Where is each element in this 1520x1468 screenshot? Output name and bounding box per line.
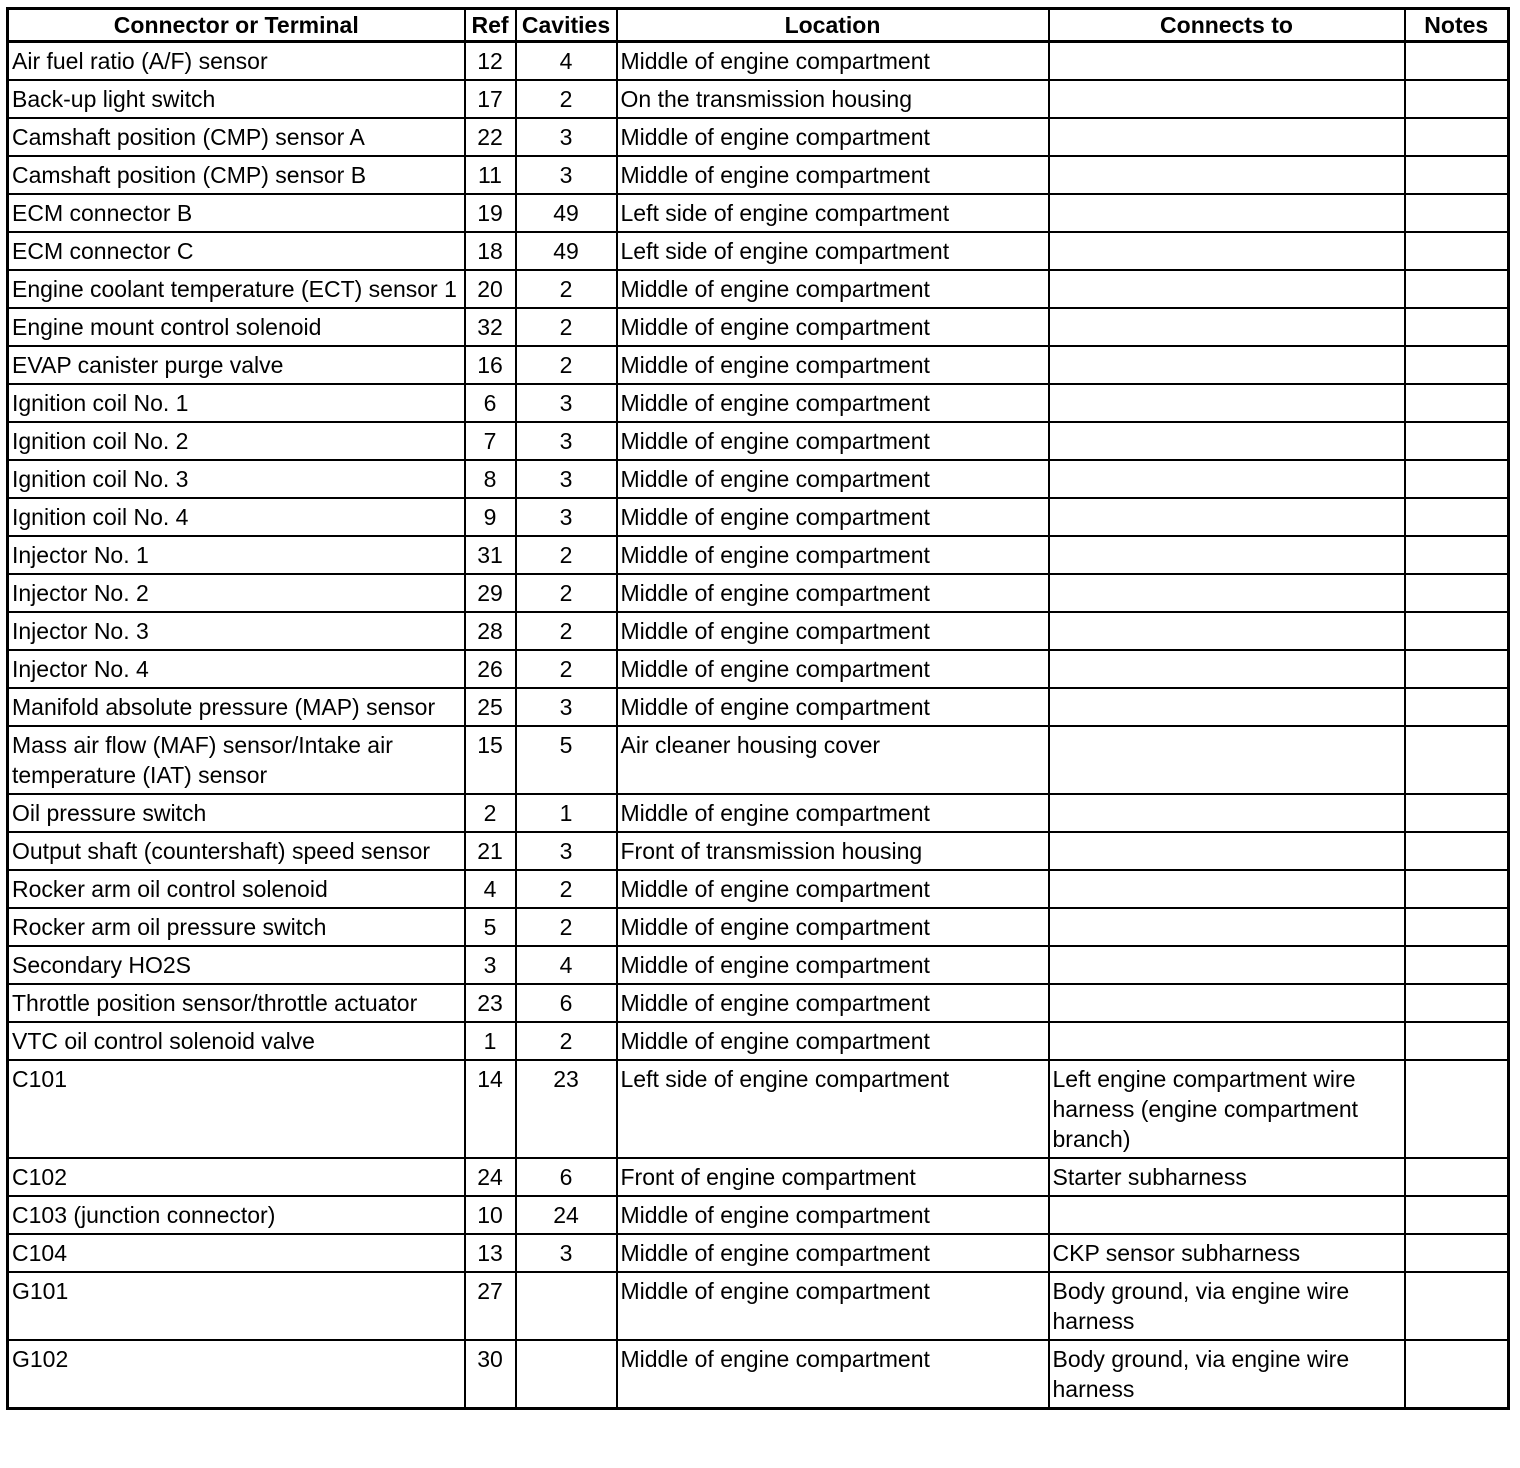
cell-cavities: 2 <box>516 574 617 612</box>
cell-notes <box>1405 1060 1509 1158</box>
cell-location: Middle of engine compartment <box>617 156 1049 194</box>
cell-connector-or-terminal: Secondary HO2S <box>8 946 465 984</box>
cell-ref: 19 <box>465 194 516 232</box>
table-row <box>8 536 1509 574</box>
cell-notes <box>1405 422 1509 460</box>
cell-ref: 23 <box>465 984 516 1022</box>
cell-connector-or-terminal: C102 <box>8 1158 465 1196</box>
cell-notes <box>1405 1234 1509 1272</box>
cell-location: Middle of engine compartment <box>617 422 1049 460</box>
table-row <box>8 232 1509 270</box>
cell-connector-or-terminal: Ignition coil No. 2 <box>8 422 465 460</box>
cell-location: Middle of engine compartment <box>617 346 1049 384</box>
cell-ref: 16 <box>465 346 516 384</box>
connector-table <box>6 7 1510 1410</box>
cell-notes <box>1405 612 1509 650</box>
cell-connects-to <box>1049 308 1405 346</box>
cell-connects-to <box>1049 946 1405 984</box>
cell-connector-or-terminal: Output shaft (countershaft) speed sensor <box>8 832 465 870</box>
cell-cavities: 3 <box>516 156 617 194</box>
header-connector-or-terminal: Connector or Terminal <box>8 9 465 42</box>
cell-connector-or-terminal: C104 <box>8 1234 465 1272</box>
cell-location: Left side of engine compartment <box>617 232 1049 270</box>
cell-ref: 13 <box>465 1234 516 1272</box>
cell-cavities: 5 <box>516 726 617 794</box>
cell-ref: 7 <box>465 422 516 460</box>
table-row <box>8 794 1509 832</box>
cell-location: Middle of engine compartment <box>617 1196 1049 1234</box>
cell-connector-or-terminal: Rocker arm oil pressure switch <box>8 908 465 946</box>
table-row <box>8 574 1509 612</box>
cell-location: Middle of engine compartment <box>617 536 1049 574</box>
cell-connects-to <box>1049 794 1405 832</box>
cell-cavities: 2 <box>516 1022 617 1060</box>
cell-location: Middle of engine compartment <box>617 574 1049 612</box>
cell-location: Middle of engine compartment <box>617 688 1049 726</box>
cell-cavities: 6 <box>516 1158 617 1196</box>
header-cavities: Cavities <box>516 9 617 42</box>
cell-ref: 3 <box>465 946 516 984</box>
cell-connects-to <box>1049 908 1405 946</box>
cell-ref: 29 <box>465 574 516 612</box>
cell-connector-or-terminal: Oil pressure switch <box>8 794 465 832</box>
table-row <box>8 1196 1509 1234</box>
cell-connector-or-terminal: Air fuel ratio (A/F) sensor <box>8 42 465 81</box>
cell-ref: 15 <box>465 726 516 794</box>
cell-location: Middle of engine compartment <box>617 118 1049 156</box>
cell-notes <box>1405 1158 1509 1196</box>
cell-connector-or-terminal: ECM connector C <box>8 232 465 270</box>
cell-notes <box>1405 498 1509 536</box>
cell-location: Middle of engine compartment <box>617 270 1049 308</box>
cell-notes <box>1405 232 1509 270</box>
cell-location: Middle of engine compartment <box>617 42 1049 81</box>
cell-connector-or-terminal: ECM connector B <box>8 194 465 232</box>
cell-notes <box>1405 536 1509 574</box>
cell-notes <box>1405 832 1509 870</box>
cell-notes <box>1405 1022 1509 1060</box>
cell-notes <box>1405 1272 1509 1340</box>
cell-cavities: 4 <box>516 42 617 81</box>
cell-connector-or-terminal: G102 <box>8 1340 465 1409</box>
cell-cavities: 49 <box>516 232 617 270</box>
table-row <box>8 1272 1509 1340</box>
cell-notes <box>1405 384 1509 422</box>
cell-cavities: 3 <box>516 498 617 536</box>
cell-connector-or-terminal: Camshaft position (CMP) sensor A <box>8 118 465 156</box>
table-row <box>8 156 1509 194</box>
cell-connects-to <box>1049 688 1405 726</box>
cell-ref: 17 <box>465 80 516 118</box>
cell-location: Middle of engine compartment <box>617 384 1049 422</box>
table-row <box>8 80 1509 118</box>
cell-ref: 5 <box>465 908 516 946</box>
table-row <box>8 984 1509 1022</box>
cell-ref: 25 <box>465 688 516 726</box>
cell-connector-or-terminal: C103 (junction connector) <box>8 1196 465 1234</box>
cell-connects-to <box>1049 384 1405 422</box>
table-row <box>8 1060 1509 1158</box>
cell-notes <box>1405 270 1509 308</box>
cell-connects-to: Left engine compartment wire harness (engine compartment branch) <box>1049 1060 1405 1158</box>
cell-cavities: 6 <box>516 984 617 1022</box>
cell-notes <box>1405 156 1509 194</box>
cell-ref: 9 <box>465 498 516 536</box>
cell-ref: 20 <box>465 270 516 308</box>
cell-location: Air cleaner housing cover <box>617 726 1049 794</box>
cell-cavities: 3 <box>516 384 617 422</box>
table-row <box>8 908 1509 946</box>
cell-connects-to <box>1049 574 1405 612</box>
cell-connects-to: Body ground, via engine wire harness <box>1049 1272 1405 1340</box>
cell-notes <box>1405 194 1509 232</box>
header-ref: Ref <box>465 9 516 42</box>
cell-cavities: 2 <box>516 612 617 650</box>
cell-connects-to <box>1049 346 1405 384</box>
cell-notes <box>1405 308 1509 346</box>
cell-notes <box>1405 346 1509 384</box>
cell-notes <box>1405 984 1509 1022</box>
cell-ref: 11 <box>465 156 516 194</box>
cell-cavities: 2 <box>516 80 617 118</box>
cell-connector-or-terminal: Injector No. 4 <box>8 650 465 688</box>
cell-ref: 18 <box>465 232 516 270</box>
cell-cavities: 3 <box>516 1234 617 1272</box>
cell-connector-or-terminal: Throttle position sensor/throttle actuator <box>8 984 465 1022</box>
cell-notes <box>1405 118 1509 156</box>
cell-ref: 32 <box>465 308 516 346</box>
cell-location: Left side of engine compartment <box>617 1060 1049 1158</box>
cell-cavities: 24 <box>516 1196 617 1234</box>
cell-connector-or-terminal: Injector No. 3 <box>8 612 465 650</box>
cell-ref: 26 <box>465 650 516 688</box>
cell-location: Middle of engine compartment <box>617 498 1049 536</box>
cell-connects-to <box>1049 156 1405 194</box>
table-row <box>8 1158 1509 1196</box>
cell-cavities: 2 <box>516 308 617 346</box>
cell-connector-or-terminal: Ignition coil No. 4 <box>8 498 465 536</box>
table-row <box>8 832 1509 870</box>
cell-cavities <box>516 1340 617 1409</box>
cell-connects-to: Starter subharness <box>1049 1158 1405 1196</box>
cell-connector-or-terminal: Injector No. 1 <box>8 536 465 574</box>
cell-notes <box>1405 1340 1509 1409</box>
cell-notes <box>1405 688 1509 726</box>
cell-cavities: 4 <box>516 946 617 984</box>
cell-location: Front of engine compartment <box>617 1158 1049 1196</box>
cell-ref: 4 <box>465 870 516 908</box>
table-row <box>8 270 1509 308</box>
cell-connector-or-terminal: Back-up light switch <box>8 80 465 118</box>
cell-connector-or-terminal: Injector No. 2 <box>8 574 465 612</box>
cell-notes <box>1405 726 1509 794</box>
cell-connects-to <box>1049 1022 1405 1060</box>
table-row <box>8 422 1509 460</box>
cell-location: Middle of engine compartment <box>617 1340 1049 1409</box>
cell-cavities <box>516 1272 617 1340</box>
table-row <box>8 612 1509 650</box>
cell-location: Middle of engine compartment <box>617 460 1049 498</box>
cell-location: Middle of engine compartment <box>617 794 1049 832</box>
table-row <box>8 946 1509 984</box>
cell-connects-to <box>1049 194 1405 232</box>
cell-connects-to <box>1049 832 1405 870</box>
cell-connector-or-terminal: VTC oil control solenoid valve <box>8 1022 465 1060</box>
cell-connects-to <box>1049 650 1405 688</box>
cell-cavities: 3 <box>516 422 617 460</box>
table-row <box>8 870 1509 908</box>
table-row <box>8 498 1509 536</box>
cell-connects-to: Body ground, via engine wire harness <box>1049 1340 1405 1409</box>
cell-notes <box>1405 650 1509 688</box>
cell-cavities: 1 <box>516 794 617 832</box>
cell-connector-or-terminal: EVAP canister purge valve <box>8 346 465 384</box>
cell-location: Middle of engine compartment <box>617 946 1049 984</box>
cell-location: Middle of engine compartment <box>617 908 1049 946</box>
cell-location: Middle of engine compartment <box>617 870 1049 908</box>
table-row <box>8 42 1509 81</box>
cell-connects-to <box>1049 498 1405 536</box>
cell-connects-to <box>1049 460 1405 498</box>
cell-location: Front of transmission housing <box>617 832 1049 870</box>
table-row <box>8 384 1509 422</box>
cell-connector-or-terminal: G101 <box>8 1272 465 1340</box>
cell-notes <box>1405 870 1509 908</box>
cell-cavities: 23 <box>516 1060 617 1158</box>
cell-connects-to <box>1049 118 1405 156</box>
cell-cavities: 3 <box>516 832 617 870</box>
cell-ref: 31 <box>465 536 516 574</box>
table-header-row <box>8 9 1509 42</box>
cell-cavities: 2 <box>516 908 617 946</box>
cell-ref: 2 <box>465 794 516 832</box>
table-body <box>8 42 1509 1409</box>
cell-connector-or-terminal: Ignition coil No. 1 <box>8 384 465 422</box>
cell-cavities: 49 <box>516 194 617 232</box>
cell-location: Middle of engine compartment <box>617 308 1049 346</box>
cell-connects-to: CKP sensor subharness <box>1049 1234 1405 1272</box>
cell-cavities: 2 <box>516 270 617 308</box>
table-row <box>8 346 1509 384</box>
cell-ref: 6 <box>465 384 516 422</box>
cell-ref: 27 <box>465 1272 516 1340</box>
cell-ref: 8 <box>465 460 516 498</box>
cell-ref: 24 <box>465 1158 516 1196</box>
cell-ref: 22 <box>465 118 516 156</box>
cell-cavities: 3 <box>516 118 617 156</box>
cell-connector-or-terminal: Camshaft position (CMP) sensor B <box>8 156 465 194</box>
cell-cavities: 2 <box>516 536 617 574</box>
cell-connector-or-terminal: Engine mount control solenoid <box>8 308 465 346</box>
cell-location: Middle of engine compartment <box>617 650 1049 688</box>
table-row <box>8 1340 1509 1409</box>
header-notes: Notes <box>1405 9 1509 42</box>
cell-cavities: 2 <box>516 870 617 908</box>
cell-connector-or-terminal: Ignition coil No. 3 <box>8 460 465 498</box>
cell-location: Middle of engine compartment <box>617 1022 1049 1060</box>
cell-connector-or-terminal: C101 <box>8 1060 465 1158</box>
cell-notes <box>1405 80 1509 118</box>
cell-connector-or-terminal: Rocker arm oil control solenoid <box>8 870 465 908</box>
cell-cavities: 2 <box>516 650 617 688</box>
cell-ref: 14 <box>465 1060 516 1158</box>
header-connects-to: Connects to <box>1049 9 1405 42</box>
cell-location: Left side of engine compartment <box>617 194 1049 232</box>
table-row <box>8 460 1509 498</box>
cell-location: On the transmission housing <box>617 80 1049 118</box>
cell-notes <box>1405 908 1509 946</box>
table-row <box>8 1234 1509 1272</box>
cell-ref: 10 <box>465 1196 516 1234</box>
cell-notes <box>1405 574 1509 612</box>
cell-connects-to <box>1049 422 1405 460</box>
cell-cavities: 3 <box>516 688 617 726</box>
table-row <box>8 1022 1509 1060</box>
cell-notes <box>1405 460 1509 498</box>
table-row <box>8 194 1509 232</box>
cell-connects-to <box>1049 1196 1405 1234</box>
cell-connects-to <box>1049 984 1405 1022</box>
cell-connects-to <box>1049 870 1405 908</box>
table-row <box>8 726 1509 794</box>
cell-cavities: 3 <box>516 460 617 498</box>
cell-ref: 21 <box>465 832 516 870</box>
cell-notes <box>1405 42 1509 81</box>
cell-location: Middle of engine compartment <box>617 984 1049 1022</box>
cell-connects-to <box>1049 612 1405 650</box>
cell-connector-or-terminal: Engine coolant temperature (ECT) sensor 1 <box>8 270 465 308</box>
table-row <box>8 688 1509 726</box>
cell-ref: 12 <box>465 42 516 81</box>
table-row <box>8 118 1509 156</box>
cell-ref: 28 <box>465 612 516 650</box>
header-location: Location <box>617 9 1049 42</box>
table-row <box>8 650 1509 688</box>
cell-notes <box>1405 946 1509 984</box>
table-row <box>8 308 1509 346</box>
cell-ref: 30 <box>465 1340 516 1409</box>
cell-notes <box>1405 1196 1509 1234</box>
cell-location: Middle of engine compartment <box>617 612 1049 650</box>
cell-location: Middle of engine compartment <box>617 1234 1049 1272</box>
cell-notes <box>1405 794 1509 832</box>
cell-connects-to <box>1049 80 1405 118</box>
cell-ref: 1 <box>465 1022 516 1060</box>
cell-location: Middle of engine compartment <box>617 1272 1049 1340</box>
cell-connects-to <box>1049 726 1405 794</box>
cell-connects-to <box>1049 536 1405 574</box>
cell-connects-to <box>1049 42 1405 81</box>
cell-connector-or-terminal: Mass air flow (MAF) sensor/Intake air temperature (IAT) sensor <box>8 726 465 794</box>
cell-connector-or-terminal: Manifold absolute pressure (MAP) sensor <box>8 688 465 726</box>
cell-connects-to <box>1049 270 1405 308</box>
cell-cavities: 2 <box>516 346 617 384</box>
cell-connects-to <box>1049 232 1405 270</box>
